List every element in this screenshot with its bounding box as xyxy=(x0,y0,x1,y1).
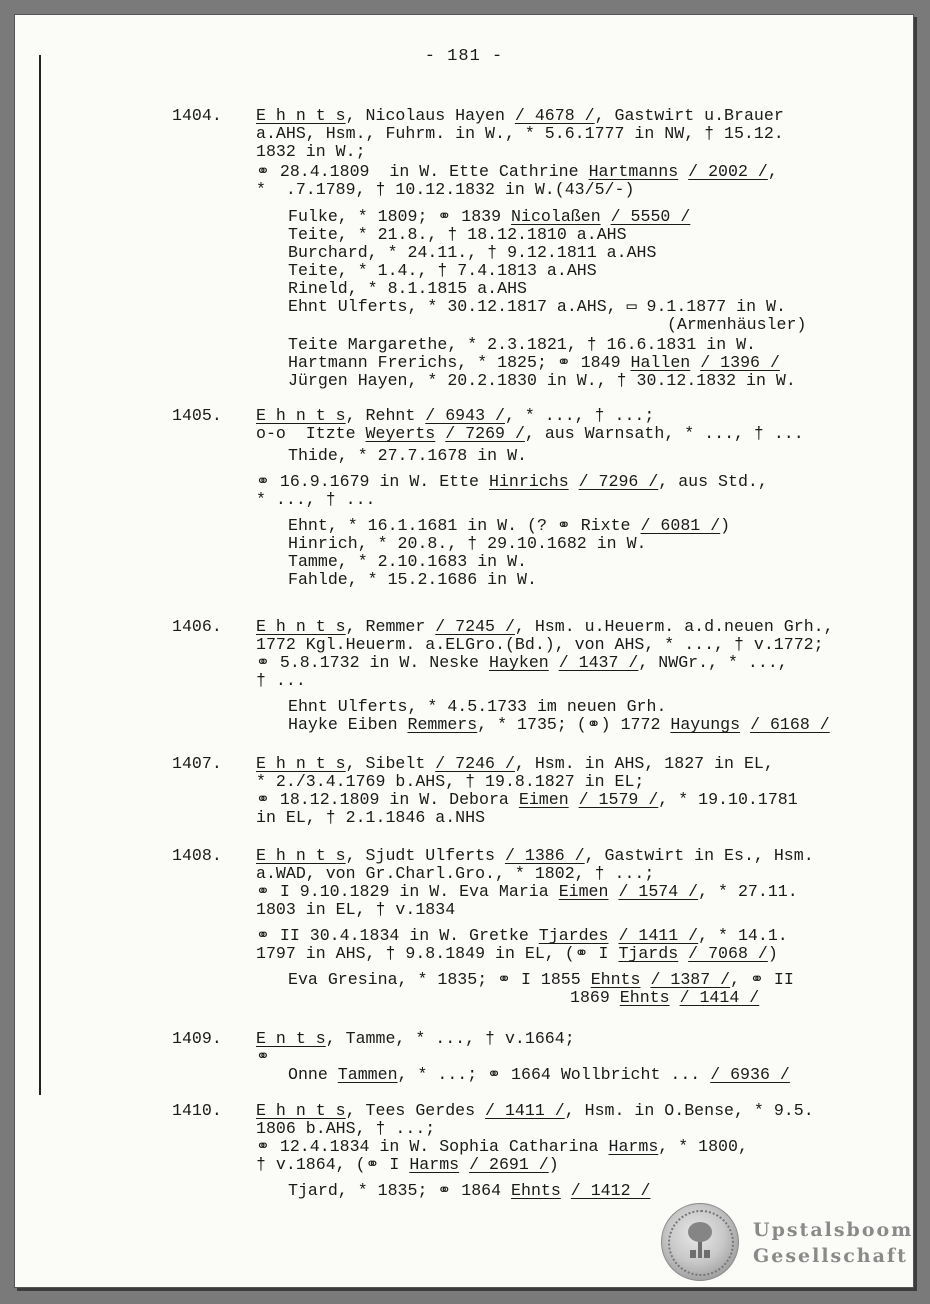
reference-number: / 1574 / xyxy=(618,882,699,901)
text-segment: , * 19.10.1781 xyxy=(658,790,798,809)
entry-line: 1772 Kgl.Heuerm. a.ELGro.(Bd.), von AHS, * ..., † v.1772; xyxy=(256,635,824,654)
text-segment: ) xyxy=(548,1155,559,1174)
surname: Hayken xyxy=(488,653,549,672)
entry-line xyxy=(256,1138,748,1156)
reference-number: / 6168 / xyxy=(750,715,830,734)
surname: E n t s xyxy=(256,1029,326,1048)
reference-number: / 7068 / xyxy=(688,944,768,963)
entry-line: Teite, * 21.8., † 18.12.1810 a.AHS xyxy=(288,225,627,244)
entry-line: a.WAD, von Gr.Charl.Gro., * 1802, † ...; xyxy=(256,864,655,883)
entry-line: Thide, * 27.7.1678 in W. xyxy=(288,446,527,465)
text-segment: ⚭ 5.8.1732 in W. Neske xyxy=(256,653,489,672)
entry-line: † ... xyxy=(256,671,306,690)
entry-line xyxy=(256,473,768,491)
text-segment: Ehnt, * 16.1.1681 in W. (? ⚭ Rixte xyxy=(288,516,641,535)
text-segment: ⚭ 18.12.1809 in W. Debora xyxy=(256,790,519,809)
text-segment xyxy=(549,653,559,672)
surname: Tjards xyxy=(618,944,679,963)
surname: Hayungs xyxy=(670,715,741,734)
entry-number: 1410. xyxy=(172,1101,222,1120)
entry-line: Hinrich, * 20.8., † 29.10.1682 in W. xyxy=(288,534,647,553)
text-segment: , * ..., † ...; xyxy=(504,406,655,425)
surname: E h n t s xyxy=(256,754,346,773)
reference-number: / 7246 / xyxy=(435,754,515,773)
text-segment: , Rehnt xyxy=(345,406,426,425)
text-segment: Eva Gresina, * 1835; ⚭ I 1855 xyxy=(288,970,591,989)
surname: Eimen xyxy=(558,882,609,901)
reference-number: / 1437 / xyxy=(558,653,639,672)
surname: Hartmanns xyxy=(588,162,679,181)
text-segment: ⚭ II 30.4.1834 in W. Gretke xyxy=(256,926,539,945)
entry-line xyxy=(256,618,834,636)
text-segment: Hartmann Frerichs, * 1825; ⚭ 1849 xyxy=(288,353,631,372)
entry-line xyxy=(256,945,778,963)
surname: E h n t s xyxy=(256,106,346,125)
text-segment: 1869 xyxy=(570,988,620,1007)
entry-line xyxy=(256,163,778,181)
text-segment: , NWGr., * ..., xyxy=(638,653,788,672)
entry-line: * ..., † ... xyxy=(256,490,376,509)
entry-line xyxy=(256,883,798,901)
surname: Tjardes xyxy=(538,926,609,945)
reference-number: / 5550 / xyxy=(610,207,691,226)
surname: Nicolaßen xyxy=(511,207,601,226)
reference-number: / 1396 / xyxy=(700,353,780,372)
entry-number: 1409. xyxy=(172,1029,222,1048)
reference-number: / 1411 / xyxy=(485,1101,565,1120)
entry-line xyxy=(256,1102,814,1120)
text-segment: Onne xyxy=(288,1065,338,1084)
entry-number: 1408. xyxy=(172,846,222,865)
reference-number: / 4678 / xyxy=(514,106,595,125)
text-segment: o-o Itzte xyxy=(256,424,366,443)
text-segment: , aus Warnsath, * ..., † ... xyxy=(524,424,804,443)
text-segment xyxy=(601,207,611,226)
entry-line xyxy=(256,1156,559,1174)
text-segment: ) xyxy=(720,516,731,535)
surname: E h n t s xyxy=(256,617,346,636)
reference-number: / 1414 / xyxy=(679,988,760,1007)
text-segment: , Hsm. u.Heuerm. a.d.neuen Grh., xyxy=(514,617,834,636)
surname: E h n t s xyxy=(256,1101,346,1120)
text-segment: , * ...; ⚭ 1664 Wollbricht ... xyxy=(397,1065,711,1084)
entry-line xyxy=(288,716,830,734)
text-segment: , xyxy=(767,162,778,181)
reference-number: / 1411 / xyxy=(618,926,699,945)
text-segment: † v.1864, (⚭ I xyxy=(256,1155,410,1174)
text-segment: , * 1800, xyxy=(658,1137,748,1156)
text-segment: , Tees Gerdes xyxy=(345,1101,486,1120)
reference-number: / 2002 / xyxy=(688,162,768,181)
binding-line xyxy=(39,55,41,1095)
document-page xyxy=(14,14,914,1288)
surname: Ehnts xyxy=(619,988,670,1007)
entry-line: 1806 b.AHS, † ...; xyxy=(256,1119,436,1138)
reference-number: / 1386 / xyxy=(504,846,585,865)
entry-line: * .7.1789, † 10.12.1832 in W.(43/5/-) xyxy=(256,180,635,199)
reference-number: / 1579 / xyxy=(578,790,659,809)
text-segment: , Sibelt xyxy=(345,754,436,773)
entry-line: 1832 in W.; xyxy=(256,142,366,161)
entry-line: (Armenhäusler) xyxy=(667,315,807,334)
text-segment: , * 1735; (⚭) 1772 xyxy=(477,715,671,734)
text-segment xyxy=(740,715,750,734)
reference-number: / 1412 / xyxy=(570,1181,651,1200)
text-segment: 1797 in AHS, † 9.8.1849 in EL, (⚭ I xyxy=(256,944,619,963)
text-segment xyxy=(459,1155,469,1174)
text-segment: , Hsm. in AHS, 1827 in EL, xyxy=(514,754,774,773)
text-segment: ⚭ 12.4.1834 in W. Sophia Catharina xyxy=(256,1137,609,1156)
entry-line: ⚭ xyxy=(256,1047,270,1066)
reference-number: / 6081 / xyxy=(640,516,721,535)
reference-number: / 1387 / xyxy=(650,970,731,989)
surname: E h n t s xyxy=(256,846,346,865)
entry-line: in EL, † 2.1.1846 a.NHS xyxy=(256,808,486,827)
entry-line xyxy=(256,755,774,773)
entry-line xyxy=(570,989,759,1007)
text-segment xyxy=(569,790,579,809)
surname: Harms xyxy=(409,1155,460,1174)
upstalsboom-seal-icon xyxy=(661,1203,739,1281)
text-segment: , * 27.11. xyxy=(698,882,798,901)
text-segment: , Gastwirt in Es., Hsm. xyxy=(584,846,814,865)
entry-line: Ehnt Ulferts, * 30.12.1817 a.AHS, ▭ 9.1.1877 in W. xyxy=(288,297,786,316)
entry-line xyxy=(256,425,804,443)
surname: Harms xyxy=(608,1137,659,1156)
entry-number: 1405. xyxy=(172,406,222,425)
entry-line xyxy=(256,1030,575,1048)
entry-line xyxy=(256,927,788,945)
text-segment xyxy=(435,424,445,443)
surname: E h n t s xyxy=(256,406,346,425)
entry-line: * 2./3.4.1769 b.AHS, † 19.8.1827 in EL; xyxy=(256,772,645,791)
surname: Hallen xyxy=(630,353,691,372)
entry-line: a.AHS, Hsm., Fuhrm. in W., * 5.6.1777 in NW, † 15.12. xyxy=(256,124,784,143)
entry-line xyxy=(288,208,690,226)
entry-line xyxy=(256,791,798,809)
text-segment: , Hsm. in O.Bense, * 9.5. xyxy=(564,1101,814,1120)
reference-number: / 6936 / xyxy=(710,1065,790,1084)
text-segment: Hayke Eiben xyxy=(288,715,408,734)
surname: Eimen xyxy=(518,790,569,809)
text-segment: , * 14.1. xyxy=(698,926,788,945)
surname: Weyerts xyxy=(365,424,436,443)
text-segment xyxy=(678,944,688,963)
entry-line: Burchard, * 24.11., † 9.12.1811 a.AHS xyxy=(288,243,657,262)
entry-line xyxy=(256,107,784,125)
entry-line xyxy=(288,1182,650,1200)
text-segment: , ⚭ II xyxy=(730,970,794,989)
entry-line: Fahlde, * 15.2.1686 in W. xyxy=(288,570,537,589)
surname: Remmers xyxy=(407,715,478,734)
text-segment: ⚭ 28.4.1809 in W. Ette Cathrine xyxy=(256,162,589,181)
entry-line xyxy=(256,407,654,425)
entry-line xyxy=(288,354,780,372)
text-segment xyxy=(678,162,688,181)
entry-line: Teite Margarethe, * 2.3.1821, † 16.6.1831 in W. xyxy=(288,335,757,354)
surname: Ehnts xyxy=(590,970,641,989)
text-segment: , Gastwirt u.Brauer xyxy=(594,106,784,125)
entry-number: 1404. xyxy=(172,106,222,125)
text-segment xyxy=(609,926,619,945)
text-segment: , Nicolaus Hayen xyxy=(345,106,515,125)
text-segment xyxy=(640,970,650,989)
reference-number: / 7296 / xyxy=(578,472,659,491)
entry-number: 1406. xyxy=(172,617,222,636)
text-segment: Fulke, * 1809; ⚭ 1839 xyxy=(288,207,512,226)
text-segment xyxy=(569,472,579,491)
entry-line xyxy=(256,654,788,672)
text-segment: ⚭ 16.9.1679 in W. Ette xyxy=(256,472,489,491)
page-number: - 181 - xyxy=(424,47,504,66)
text-segment: ⚭ I 9.10.1829 in W. Eva Maria xyxy=(256,882,559,901)
surname: Hinrichs xyxy=(488,472,569,491)
reference-number: / 7245 / xyxy=(435,617,515,636)
text-segment: ) xyxy=(767,944,778,963)
brand-name-line1: Upstalsboom xyxy=(753,1219,914,1241)
entry-line: Teite, * 1.4., † 7.4.1813 a.AHS xyxy=(288,261,597,280)
reference-number: / 6943 / xyxy=(425,406,505,425)
entry-line: Jürgen Hayen, * 20.2.1830 in W., † 30.12.1832 in W. xyxy=(288,371,796,390)
text-segment xyxy=(608,882,618,901)
entry-line: Tamme, * 2.10.1683 in W. xyxy=(288,552,527,571)
text-segment xyxy=(670,988,680,1007)
text-segment xyxy=(561,1181,571,1200)
brand-name-line2: Gesellschaft xyxy=(753,1245,908,1267)
surname: Ehnts xyxy=(511,1181,561,1200)
entry-line xyxy=(256,847,814,865)
entry-line xyxy=(288,971,794,989)
entry-line: Ehnt Ulferts, * 4.5.1733 im neuen Grh. xyxy=(288,697,667,716)
entry-line xyxy=(288,517,730,535)
text-segment: , Remmer xyxy=(345,617,436,636)
reference-number: / 2691 / xyxy=(469,1155,549,1174)
text-segment: , Tamme, * ..., † v.1664; xyxy=(325,1029,575,1048)
entry-number: 1407. xyxy=(172,754,222,773)
text-segment: , Sjudt Ulferts xyxy=(345,846,505,865)
text-segment xyxy=(690,353,700,372)
text-segment: Tjard, * 1835; ⚭ 1864 xyxy=(288,1181,512,1200)
reference-number: / 7269 / xyxy=(445,424,525,443)
surname: Tammen xyxy=(337,1065,398,1084)
entry-line: Rineld, * 8.1.1815 a.AHS xyxy=(288,279,527,298)
entry-line: 1803 in EL, † v.1834 xyxy=(256,900,456,919)
text-segment: , aus Std., xyxy=(658,472,768,491)
entry-line xyxy=(288,1066,790,1084)
